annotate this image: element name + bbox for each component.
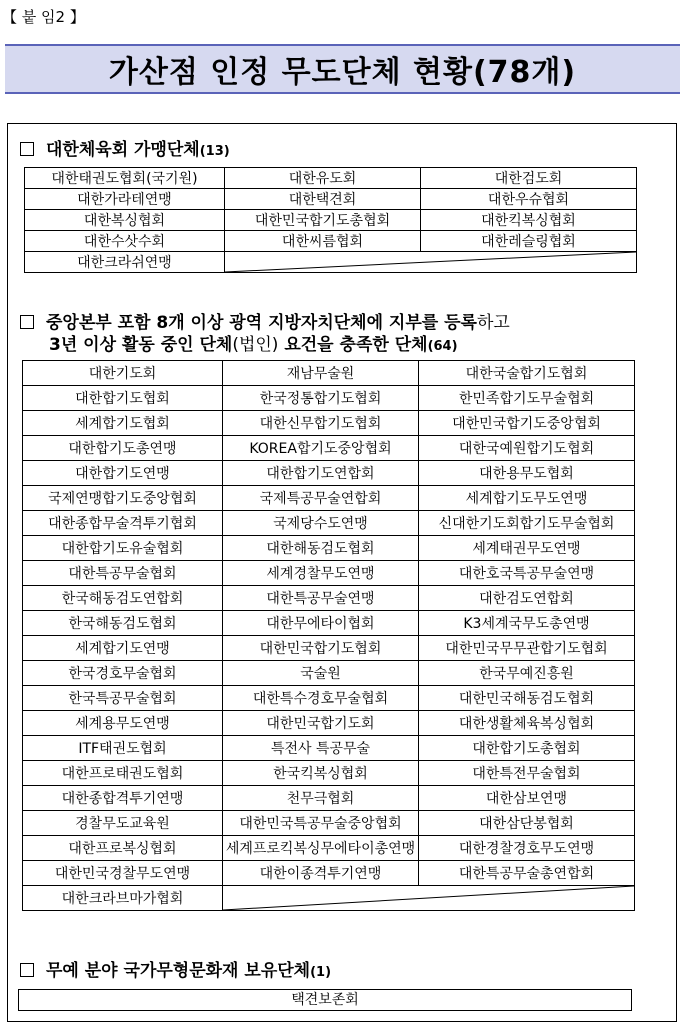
table-cell: 경찰무도교육원 [23, 811, 223, 836]
table-cell: 대한합기도총협회 [419, 736, 635, 761]
section3-heading: 무예 분야 국가무형문화재 보유단체(1) [20, 960, 331, 984]
table-cell: 세계합기도협회 [23, 411, 223, 436]
table-cell: 대한검도회 [421, 168, 637, 189]
table-row [23, 861, 635, 886]
table-cell: K3세계국무도총연맹 [419, 611, 635, 636]
table-cell: 대한크라쉬연맹 [25, 252, 225, 273]
table-cell: 특전사 특공무술 [223, 736, 419, 761]
table-cell: 대한삼보연맹 [419, 786, 635, 811]
checkbox-icon [20, 142, 34, 156]
table-cell: 대한합기도연합회 [223, 461, 419, 486]
table-row [25, 252, 637, 273]
table-cell: 대한레슬링협회 [421, 231, 637, 252]
table-cell: 대한유도회 [225, 168, 421, 189]
table-row [23, 386, 635, 411]
table-cell: 대한경찰경호무도연맹 [419, 836, 635, 861]
table-row [23, 711, 635, 736]
table-cell: 대한민국해동검도협회 [419, 686, 635, 711]
table-cell: 대한가라테연맹 [25, 189, 225, 210]
table-cell: 대한민국합기도총협회 [225, 210, 421, 231]
table-row [23, 586, 635, 611]
table-row [23, 661, 635, 686]
table-cell: 대한종합격투기연맹 [23, 786, 223, 811]
table-cell: 대한특공무술연맹 [223, 586, 419, 611]
table-cell: 세계태권무도연맹 [419, 536, 635, 561]
table-row [25, 189, 637, 210]
table-cell: 대한특수경호무술협회 [223, 686, 419, 711]
table-cell: 대한특공무술총연합회 [419, 861, 635, 886]
table-cell: 세계용무도연맹 [23, 711, 223, 736]
table-cell: 대한택견회 [225, 189, 421, 210]
table-row [25, 168, 637, 189]
table-cell: 세계합기도무도연맹 [419, 486, 635, 511]
table-cell: 한국정통합기도협회 [223, 386, 419, 411]
table-row [23, 511, 635, 536]
table-cell: 대한프로태권도협회 [23, 761, 223, 786]
table-row [23, 461, 635, 486]
table-cell: 대한씨름협회 [225, 231, 421, 252]
table-row [23, 736, 635, 761]
table-cell: 세계합기도연맹 [23, 636, 223, 661]
table-cell: 한국경호무술협회 [23, 661, 223, 686]
attachment-label: 【 붙 임2 】 [2, 8, 85, 26]
table-cell: 대한용무도협회 [419, 461, 635, 486]
section2-heading: 중앙본부 포함 8개 이상 광역 지방자치단체에 지부를 등록하고 3년 이상 활동 중인 단체(법인) 요건을 충족한 단체(64) [20, 312, 510, 358]
table-cell: 대한국예원합기도협회 [419, 436, 635, 461]
diagonal-slash [223, 886, 634, 910]
table-row [23, 536, 635, 561]
table-row [23, 561, 635, 586]
checkbox-icon [20, 315, 34, 329]
table-row [25, 210, 637, 231]
table-cell: 국술원 [223, 661, 419, 686]
checkbox-icon [20, 963, 34, 977]
table-row [23, 611, 635, 636]
table-cell: 대한특전무술협회 [419, 761, 635, 786]
table-row [25, 231, 637, 252]
table-cell: 대한특공무술협회 [23, 561, 223, 586]
table-row [23, 886, 635, 911]
table-cell: 대한생활체육복싱협회 [419, 711, 635, 736]
table-cell: 대한수삿수회 [25, 231, 225, 252]
table-cell: 대한신무합기도협회 [223, 411, 419, 436]
table-row [23, 686, 635, 711]
table-cell: 대한검도연합회 [419, 586, 635, 611]
table-cell: 한국해동검도연합회 [23, 586, 223, 611]
table-cell: 대한합기도총연맹 [23, 436, 223, 461]
table-cell: ITF태권도협회 [23, 736, 223, 761]
table-cell: 한국무예진흥원 [419, 661, 635, 686]
diagonal-slash [225, 252, 636, 272]
table-row [23, 361, 635, 386]
table-cell: 대한민국합기도회 [223, 711, 419, 736]
section3-item: 택견보존회 [18, 989, 632, 1011]
table-cell: 세계프로킥복싱무에타이총연맹 [223, 836, 419, 861]
table-cell: KOREA합기도중앙협회 [223, 436, 419, 461]
table-cell: 국제연맹합기도중앙협회 [23, 486, 223, 511]
table-row [23, 636, 635, 661]
table-cell: 대한호국특공무술연맹 [419, 561, 635, 586]
section1-heading: 대한체육회 가맹단체(13) [20, 139, 230, 163]
empty-cell [225, 252, 637, 273]
table-cell: 대한복싱협회 [25, 210, 225, 231]
section2-table [22, 360, 635, 911]
table-cell: 대한민국합기도협회 [223, 636, 419, 661]
table-cell: 대한이종격투기연맹 [223, 861, 419, 886]
table-row [23, 486, 635, 511]
table-cell: 대한크라브마가협회 [23, 886, 223, 911]
table-cell: 대한민국경찰무도연맹 [23, 861, 223, 886]
table-cell: 한국특공무술협회 [23, 686, 223, 711]
table-cell: 국제특공무술연합회 [223, 486, 419, 511]
table-cell: 대한태권도협회(국기원) [25, 168, 225, 189]
table-cell: 대한무에타이협회 [223, 611, 419, 636]
table-cell: 대한우슈협회 [421, 189, 637, 210]
table-cell: 대한민국합기도중앙협회 [419, 411, 635, 436]
table-row [23, 411, 635, 436]
table-cell: 천무극협회 [223, 786, 419, 811]
table-row [23, 786, 635, 811]
table-cell: 한민족합기도무술협회 [419, 386, 635, 411]
table-cell: 국제당수도연맹 [223, 511, 419, 536]
table-row [23, 436, 635, 461]
table-cell: 대한국술합기도협회 [419, 361, 635, 386]
empty-cell [223, 886, 635, 911]
table-row [23, 836, 635, 861]
table-cell: 대한해동검도협회 [223, 536, 419, 561]
table-cell: 대한합기도연맹 [23, 461, 223, 486]
table-row [23, 761, 635, 786]
table-cell: 대한민국무무관합기도협회 [419, 636, 635, 661]
table-cell: 대한프로복싱협회 [23, 836, 223, 861]
table-cell: 대한합기도협회 [23, 386, 223, 411]
table-cell: 대한합기도유술협회 [23, 536, 223, 561]
table-cell: 대한삼단봉협회 [419, 811, 635, 836]
table-cell: 신대한기도회합기도무술협회 [419, 511, 635, 536]
table-row [23, 811, 635, 836]
table-cell: 대한민국특공무술중앙협회 [223, 811, 419, 836]
table-cell: 한국해동검도협회 [23, 611, 223, 636]
section1-table [24, 167, 637, 273]
table-cell: 대한종합무술격투기협회 [23, 511, 223, 536]
table-cell: 대한기도회 [23, 361, 223, 386]
page-title: 가산점 인정 무도단체 현황(78개) [108, 55, 577, 90]
table-cell: 세계경찰무도연맹 [223, 561, 419, 586]
table-cell: 재남무술원 [223, 361, 419, 386]
title-banner [5, 44, 680, 94]
table-cell: 대한킥복싱협회 [421, 210, 637, 231]
table-cell: 한국킥복싱협회 [223, 761, 419, 786]
